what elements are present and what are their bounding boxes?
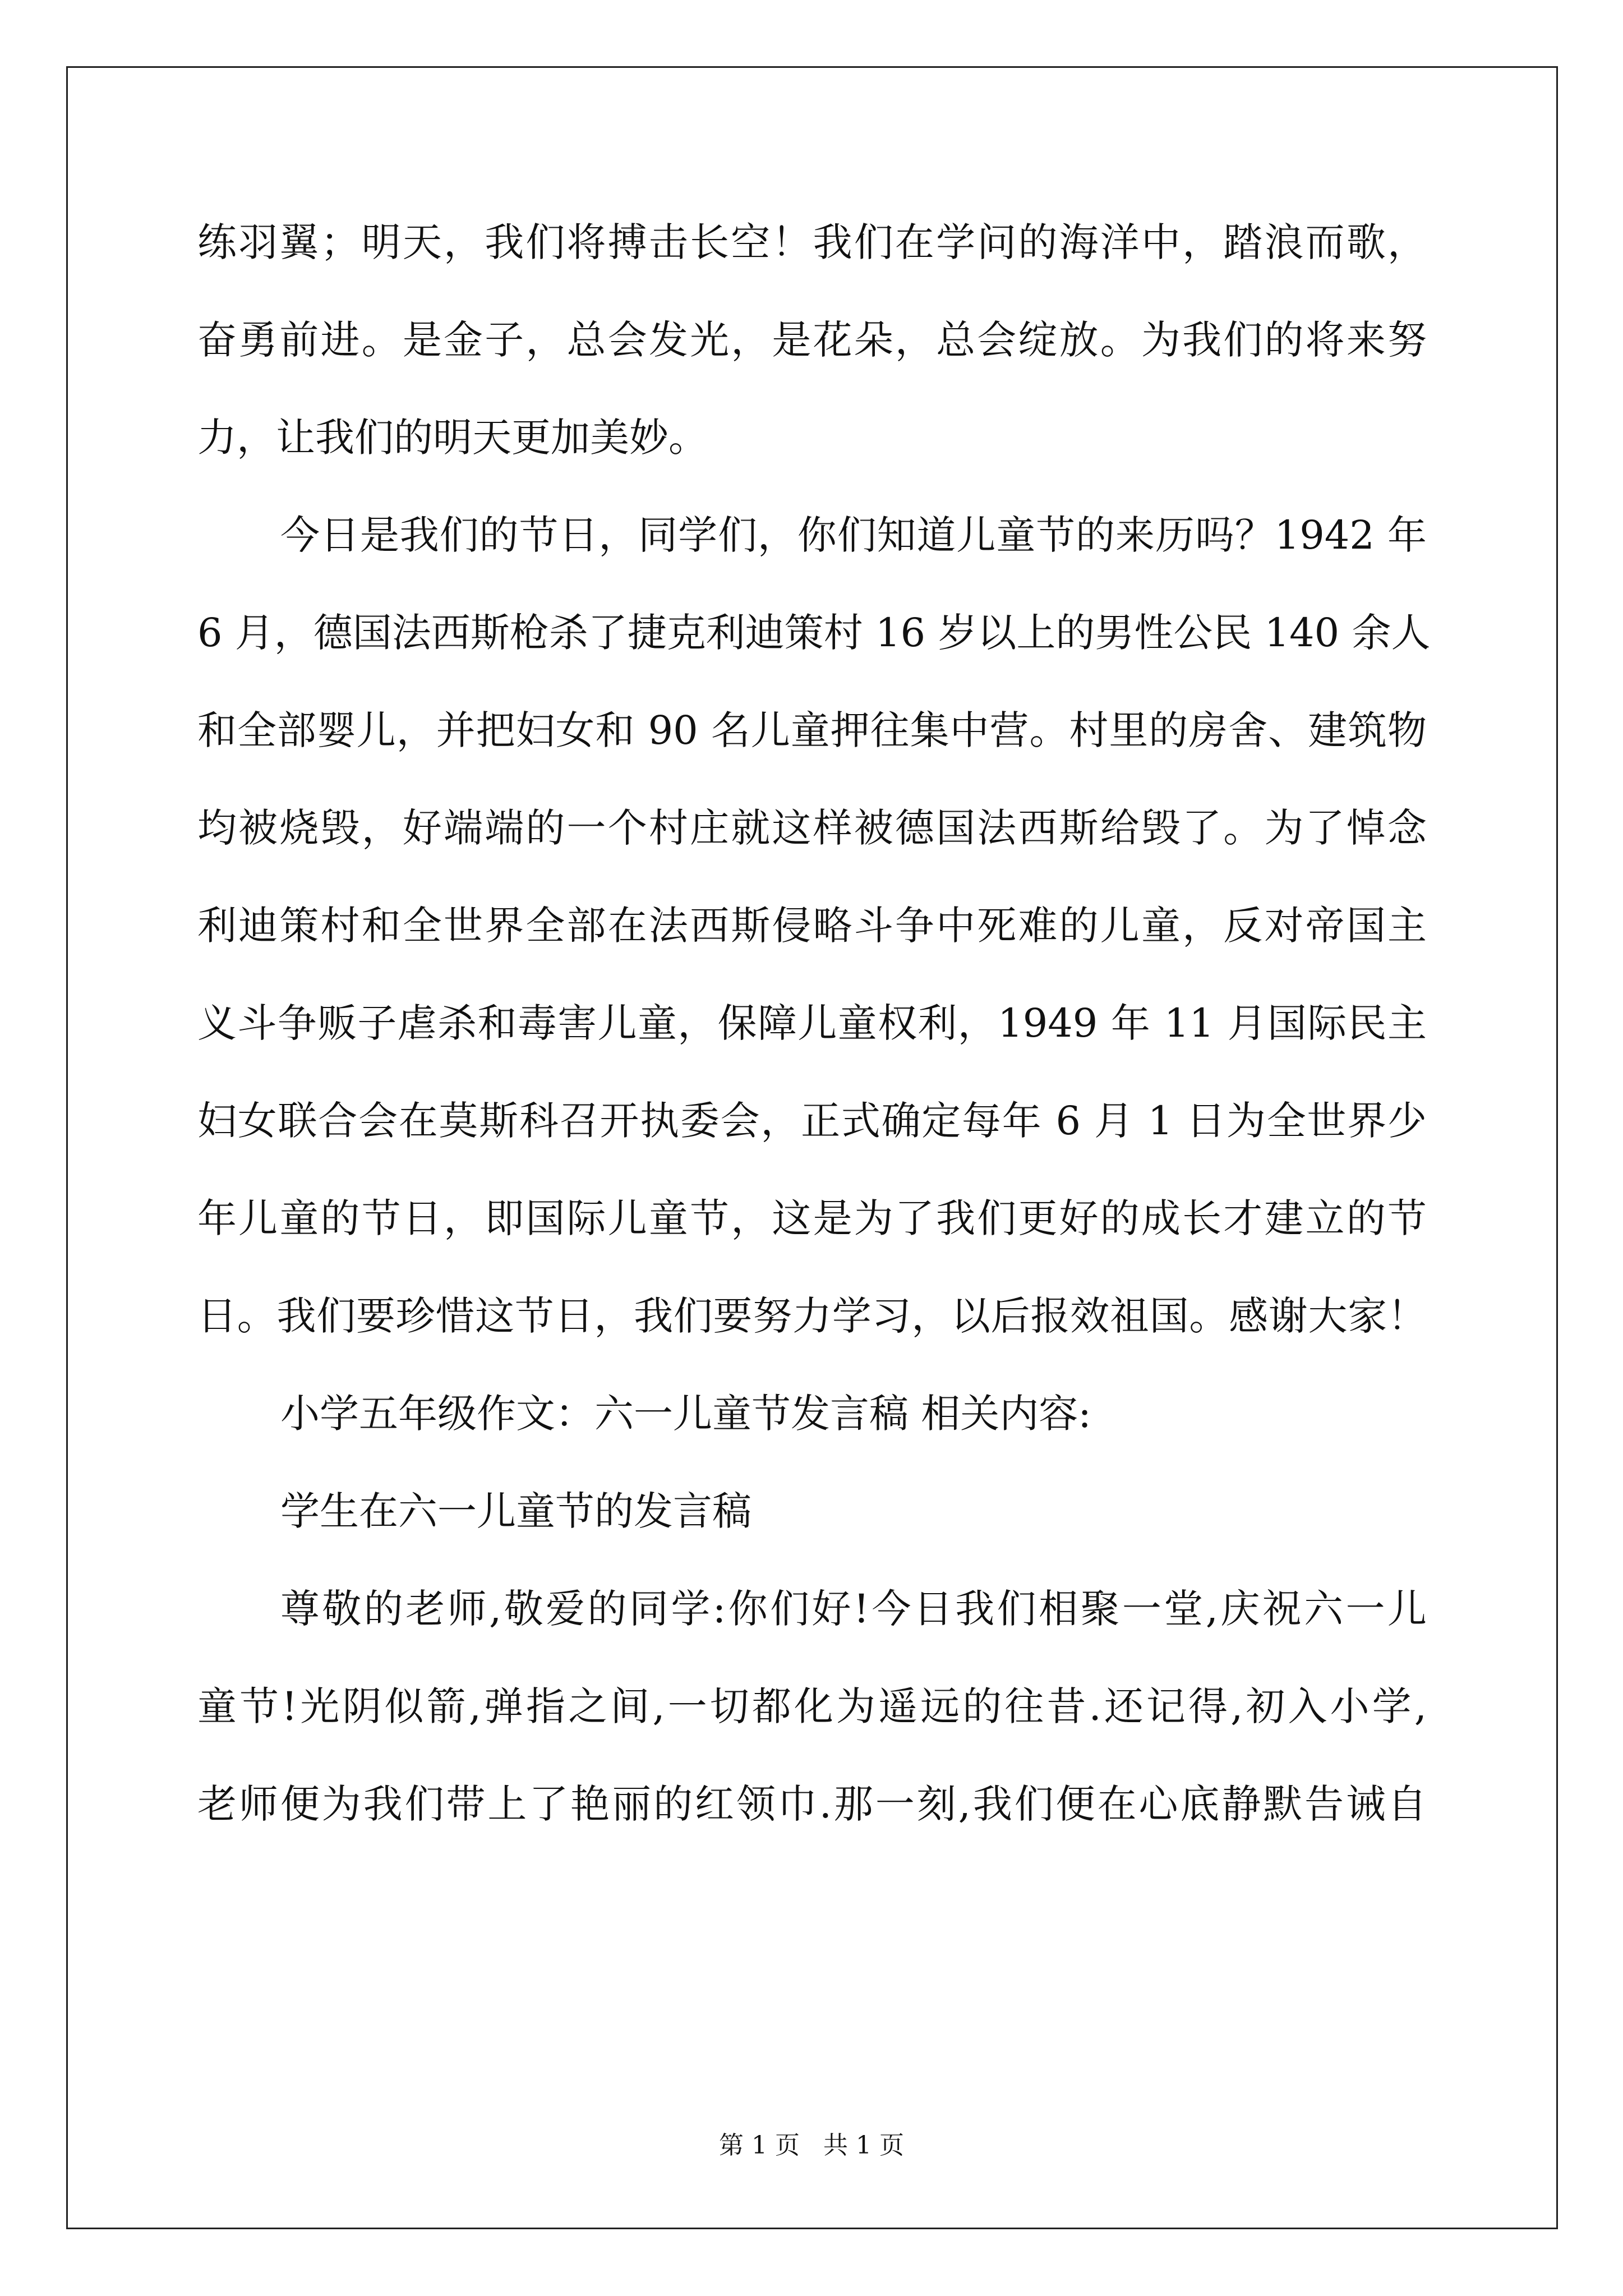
text-line: 义斗争贩子虐杀和毒害儿童，保障儿童权利，1949 年 11 月国际民主 (197, 1000, 1427, 1046)
related-content-heading: 小学五年级作文：六一儿童节发言稿 相关内容: (280, 1391, 1091, 1437)
paragraph-start-line: 今日是我们的节日，同学们，你们知道儿童节的来历吗？1942 年 (280, 512, 1427, 558)
document-body (197, 194, 1431, 1853)
text-line: 均被烧毁，好端端的一个村庄就这样被德国法西斯给毁了。为了悼念 (197, 805, 1427, 851)
page-number-footer: 第 1 页 共 1 页 (719, 2131, 904, 2160)
text-line: 和全部婴儿，并把妇女和 90 名儿童押往集中营。村里的房舍、建筑物 (197, 707, 1427, 753)
paragraph-start-line: 尊敬的老师,敬爱的同学:你们好!今日我们相聚一堂,庆祝六一儿 (280, 1586, 1427, 1632)
text-line: 老师便为我们带上了艳丽的红领巾.那一刻,我们便在心底静默告诫自 (197, 1781, 1427, 1827)
text-line: 6 月，德国法西斯枪杀了捷克利迪策村 16 岁以上的男性公民 140 余人 (197, 610, 1431, 656)
text-line: 妇女联合会在莫斯科召开执委会，正式确定每年 6 月 1 日为全世界少 (197, 1098, 1427, 1144)
text-line: 日。我们要珍惜这节日，我们要努力学习，以后报效祖国。感谢大家！ (197, 1293, 1427, 1339)
section-title: 学生在六一儿童节的发言稿 (280, 1488, 751, 1534)
text-line: 年儿童的节日，即国际儿童节，这是为了我们更好的成长才建立的节 (197, 1195, 1427, 1241)
text-line: 童节!光阴似箭,弹指之间,一切都化为遥远的往昔.还记得,初入小学, (197, 1683, 1427, 1729)
text-line: 力，让我们的明天更加美妙。 (197, 415, 708, 461)
text-line: 利迪策村和全世界全部在法西斯侵略斗争中死难的儿童，反对帝国主 (197, 903, 1427, 949)
text-line: 奋勇前进。是金子，总会发光，是花朵，总会绽放。为我们的将来努 (197, 317, 1427, 363)
text-line: 练羽翼；明天，我们将搏击长空！我们在学问的海洋中，踏浪而歌， (197, 219, 1427, 265)
